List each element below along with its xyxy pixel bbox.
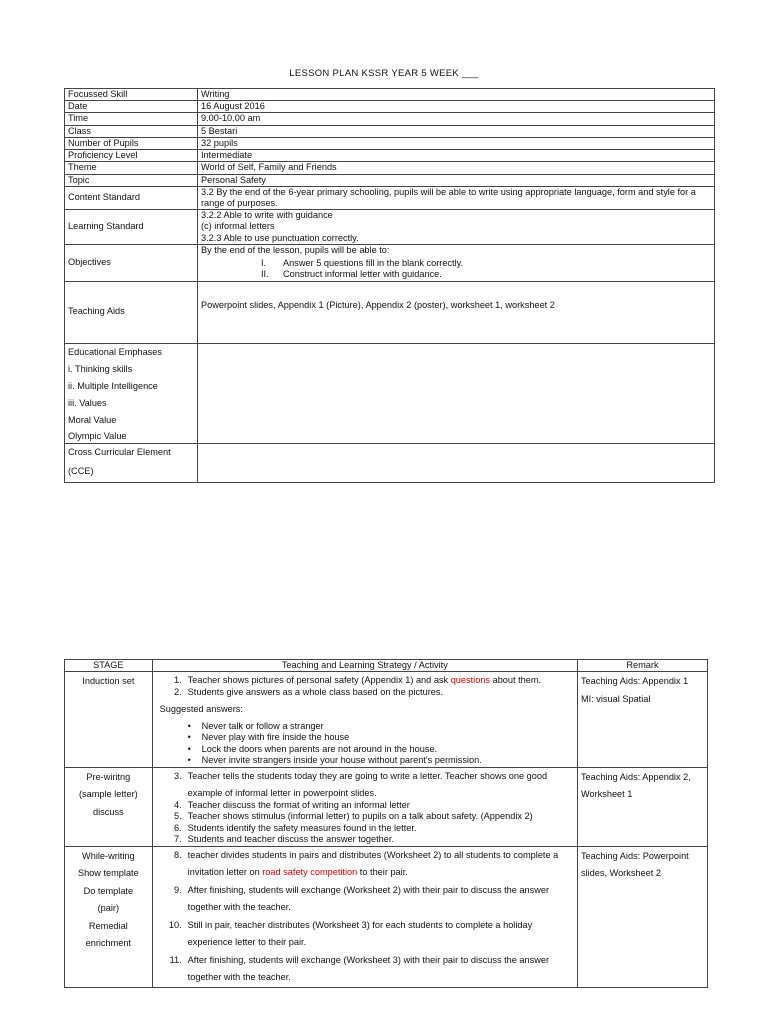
step-number: 4. (174, 799, 182, 810)
activity-step (156, 687, 574, 699)
teaching-aids-value: Powerpoint slides, Appendix 1 (Picture), Appendix 2 (poster), worksheet 1, worksheet 2 (198, 281, 715, 343)
list-item (188, 721, 574, 733)
class-value: 5 Bestari (198, 125, 715, 137)
list-text: Answer 5 questions fill in the blank correctly. (283, 258, 464, 269)
list-item (261, 269, 711, 280)
remark-line: Teaching Aids: Appendix 1 (580, 676, 689, 687)
step-text: Still in pair, teacher distributes (Worksheet 3) for each students to complete a holiday experience letter to their pair. (187, 919, 533, 948)
suggested-answers-list (156, 721, 574, 767)
bullet-icon: • (187, 743, 191, 754)
table-row (65, 89, 715, 101)
theme-label: Theme (65, 162, 198, 174)
induction-activity (152, 672, 577, 768)
prewriting-remark (577, 767, 707, 846)
content-standard-label: Content Standard (65, 186, 198, 209)
emphases-line: ii. Multiple Intelligence (68, 380, 158, 391)
prewriting-activity (152, 767, 577, 846)
time-label: Time (65, 113, 198, 125)
list-item (261, 258, 711, 269)
activity-step (156, 882, 574, 917)
remark-line: slides, Worksheet 2 (580, 868, 661, 879)
list-item (188, 732, 574, 744)
step-text: After finishing, students will exchange (Worksheet 3) with their pair to discuss the answer together with the teacher. (187, 954, 550, 983)
learning-standard-value (198, 210, 715, 245)
topic-label: Topic (65, 174, 198, 186)
whilewriting-remark (577, 846, 707, 987)
table-header-row (65, 660, 708, 672)
stage-line: (pair) (97, 903, 120, 914)
emphases-line: Moral Value (68, 414, 117, 425)
emphases-line: Educational Emphases (68, 346, 162, 357)
bullet-icon: • (187, 720, 191, 731)
content-standard-value: 3.2 By the end of the 6-year primary schooling, pupils will be able to write using appropriate language, form and style for a range of purposes. (198, 186, 715, 209)
step-number: 8. (174, 849, 182, 860)
remark-line: Worksheet 1 (580, 789, 633, 800)
step-text-part: about them. (490, 675, 542, 686)
step-text: Students and teacher discuss the answer together. (187, 834, 395, 845)
table-row (65, 343, 715, 443)
table-row (65, 150, 715, 162)
prewriting-stage (65, 767, 153, 846)
list-item (188, 744, 574, 756)
step-text-part: Teacher shows pictures of personal safety (Appendix 1) and ask (187, 675, 451, 686)
activity-step (156, 952, 574, 987)
cce-line: (CCE) (68, 465, 94, 476)
remark-line: MI: visual Spatial (580, 693, 651, 704)
stage-line: Show template (77, 868, 139, 879)
list-number: I. (261, 258, 267, 269)
time-value: 9.00-10.00 am (198, 113, 715, 125)
objectives-label: Objectives (65, 244, 198, 281)
topic-value: Personal Safety (198, 174, 715, 186)
cce-value (198, 443, 715, 482)
table-row (65, 186, 715, 209)
objectives-intro: By the end of the lesson, pupils will be able to: (201, 244, 390, 255)
step-text: Students give answers as a whole class based on the pictures. (187, 686, 444, 697)
step-number: 3. (174, 770, 182, 781)
activity-step (156, 800, 574, 812)
cce-label (65, 443, 198, 482)
proficiency-label: Proficiency Level (65, 150, 198, 162)
step-number: 6. (174, 822, 182, 833)
stage-line: Remedial (88, 920, 128, 931)
stage-line: enrichment (85, 938, 132, 949)
educational-emphases-value (198, 343, 715, 443)
table-row (65, 125, 715, 137)
step-number: 7. (174, 834, 182, 845)
table-row (65, 101, 715, 113)
date-label: Date (65, 101, 198, 113)
emphases-line: iii. Values (68, 397, 107, 408)
learning-standard-line: 3.2.2 Able to write with guidance (201, 210, 333, 221)
learning-standard-line: (c) informal letters (201, 221, 275, 232)
focussed-skill-value: Writing (198, 89, 715, 101)
whilewriting-activity (152, 846, 577, 987)
step-text: Teacher shows stimulus (informal letter) to pupils on a talk about safety. (Appendix 2) (187, 811, 533, 822)
step-text-part: to their pair. (357, 867, 408, 878)
emphases-line: i. Thinking skills (68, 363, 133, 374)
suggested-answers-label: Suggested answers: (159, 704, 243, 715)
highlighted-text: questions (450, 675, 491, 686)
step-text (188, 847, 574, 882)
stage-line: (sample letter) (78, 789, 138, 800)
date-value: 16 August 2016 (198, 101, 715, 113)
list-text: Lock the doors when parents are not around in the house. (201, 743, 438, 754)
stage-header: STAGE (65, 660, 153, 672)
table-row (65, 846, 708, 987)
learning-standard-line: 3.2.3 Able to use punctuation correctly. (201, 232, 359, 243)
table-row (65, 162, 715, 174)
cce-line: Cross Curricular Element (68, 446, 171, 457)
step-text-part: teacher divides students in pairs and distributes (Worksheet 2) to all students to complete a invitation letter on (187, 849, 559, 878)
pupils-value: 32 pupils (198, 137, 715, 149)
table-row (65, 281, 715, 343)
bullet-icon: • (187, 732, 191, 743)
list-text: Construct informal letter with guidance. (283, 269, 442, 280)
class-label: Class (65, 125, 198, 137)
learning-standard-label: Learning Standard (65, 210, 198, 245)
remark-line: Teaching Aids: Powerpoint (580, 850, 689, 861)
table-row (65, 443, 715, 482)
highlighted-text: road safety competition (262, 867, 358, 878)
table-row (65, 113, 715, 125)
step-number: 2. (174, 686, 182, 697)
list-text: Never invite strangers inside your house without parent's permission. (201, 755, 482, 766)
remark-header: Remark (577, 660, 707, 672)
step-text: Students identify the safety measures found in the letter. (187, 822, 417, 833)
step-number: 10. (168, 919, 182, 930)
activity-header: Teaching and Learning Strategy / Activity (152, 660, 577, 672)
table-row (65, 672, 708, 768)
list-item (188, 755, 574, 767)
emphases-line: Olympic Value (68, 430, 127, 441)
pupils-label: Number of Pupils (65, 137, 198, 149)
step-number: 1. (174, 675, 182, 686)
activity-step (156, 847, 574, 882)
stage-line: Pre-wiritng (86, 771, 131, 782)
proficiency-value: Intermediate (198, 150, 715, 162)
focussed-skill-label: Focussed Skill (65, 89, 198, 101)
induction-stage: Induction set (65, 672, 153, 768)
stage-line: While-writing (82, 850, 135, 861)
activity-step (156, 834, 574, 846)
table-row (65, 767, 708, 846)
table-row (65, 137, 715, 149)
page-title: LESSON PLAN KSSR YEAR 5 WEEK ___ (289, 68, 479, 79)
stage-line: Do template (83, 885, 134, 896)
objectives-list (201, 258, 711, 280)
stages-table (64, 659, 708, 988)
step-number: 11. (169, 954, 182, 965)
list-number: II. (261, 269, 269, 280)
teaching-aids-label: Teaching Aids (65, 281, 198, 343)
table-row (65, 174, 715, 186)
activity-step (156, 823, 574, 835)
remark-line: Teaching Aids: Appendix 2, (580, 771, 691, 782)
step-text: Teacher diiscuss the format of writing an informal letter (187, 799, 410, 810)
table-row (65, 210, 715, 245)
list-text: Never play with fire inside the house (201, 732, 350, 743)
step-text: Teacher tells the students today they are going to write a letter. Teacher shows one good example of informal letter in powerpoint slides. (187, 770, 548, 799)
stage-line: discuss (93, 806, 124, 817)
educational-emphases-label (65, 343, 198, 443)
objectives-value (198, 244, 715, 281)
activity-step (156, 768, 574, 803)
lesson-info-table (64, 88, 715, 483)
table-row (65, 244, 715, 281)
activity-step (156, 917, 574, 952)
bullet-icon: • (187, 755, 191, 766)
activity-step (156, 811, 574, 823)
step-number: 9. (174, 884, 182, 895)
induction-remark (577, 672, 707, 768)
theme-value: World of Self, Family and Friends (198, 162, 715, 174)
list-text: Never talk or follow a stranger (201, 720, 324, 731)
step-number: 5. (174, 811, 182, 822)
whilewriting-stage (65, 846, 153, 987)
step-text: After finishing, students will exchange (Worksheet 2) with their pair to discuss the answer together with the teacher. (187, 884, 550, 913)
